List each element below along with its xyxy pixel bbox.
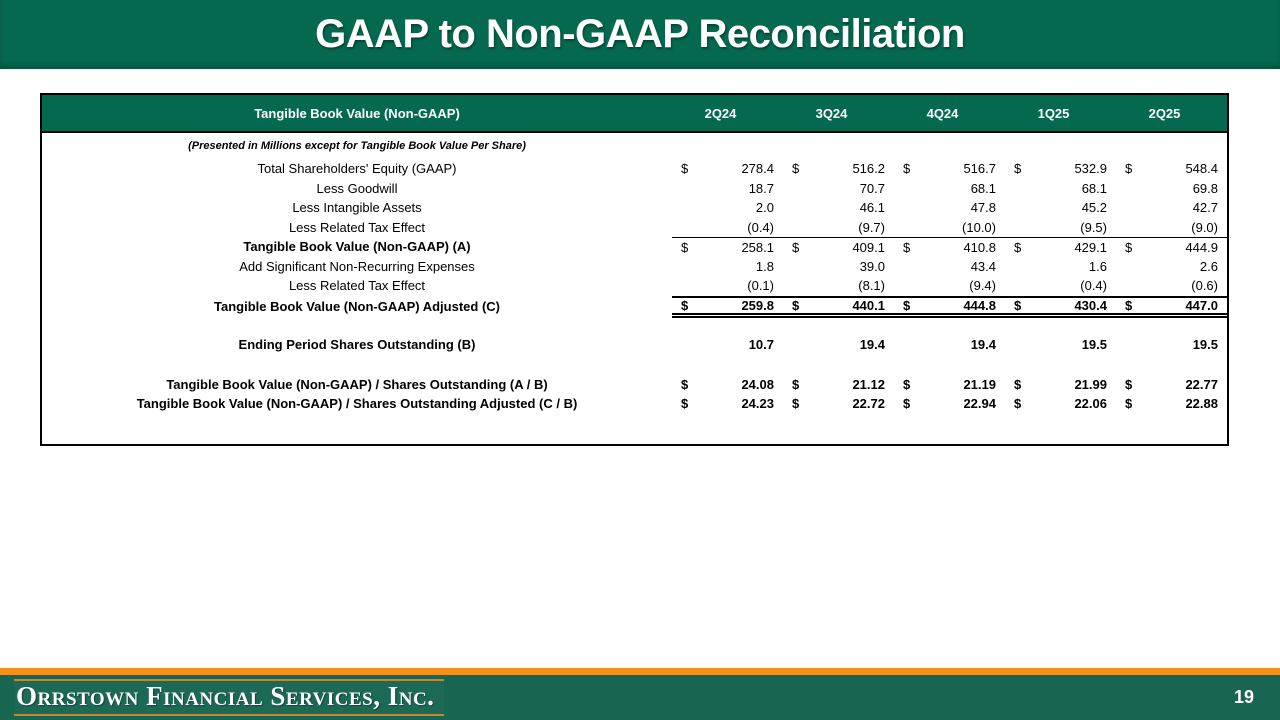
currency-symbol: $ [681,376,689,392]
currency-symbol: $ [1014,376,1022,392]
table-note: (Presented in Millions except for Tangible Book Value Per Share) [188,140,526,152]
currency-symbol: $ [894,296,922,318]
currency-symbol: $ [783,237,811,257]
currency-symbol: $ [1005,296,1033,318]
currency-symbol [783,179,811,199]
table-row [42,179,1227,199]
spacer-row [42,355,1227,375]
cell-value: 47.8 [970,200,996,216]
cell-value: 45.2 [1081,200,1107,216]
title-bar [0,0,1280,69]
cell-value: 409.1 [811,237,894,257]
cell-value: 10.7 [748,337,774,353]
cell-value: 430.4 [1033,296,1116,318]
cell-value: (10.0) [962,219,996,235]
cell-value: 440.1 [811,296,894,318]
cell-value: 444.9 [1144,237,1227,257]
row-label: Add Significant Non-Recurring Expenses [239,258,475,274]
currency-symbol: $ [1005,237,1033,257]
cell-value: (9.5) [1080,219,1107,235]
currency-symbol [672,257,700,277]
cell-value: 24.08 [741,376,774,392]
currency-symbol [1116,335,1144,355]
currency-symbol: $ [792,161,800,177]
currency-symbol [783,276,811,296]
table-row [42,198,1227,218]
currency-symbol [1005,179,1033,199]
currency-symbol [1116,218,1144,238]
slide-footer [0,668,1280,720]
company-logo: Orrstown Financial Services, Inc. [14,679,444,716]
currency-symbol [783,257,811,277]
cell-value: 258.1 [700,237,783,257]
currency-symbol: $ [672,296,700,318]
cell-value: 22.06 [1074,396,1107,412]
currency-symbol [672,179,700,199]
row-label: Tangible Book Value (Non-GAAP) (A) [243,239,471,255]
row-label: Tangible Book Value (Non-GAAP) / Shares Outstanding (A / B) [166,376,548,392]
table-row [42,394,1227,414]
cell-value: 22.94 [963,396,996,412]
currency-symbol: $ [1125,396,1133,412]
currency-symbol: $ [681,396,689,412]
currency-symbol: $ [1014,396,1022,412]
cell-value: 2.0 [755,200,774,216]
cell-value: 22.72 [852,396,885,412]
table-row [42,218,1227,238]
cell-value: 42.7 [1192,200,1218,216]
cell-value: (0.4) [1080,278,1107,294]
cell-value: 46.1 [859,200,885,216]
currency-symbol: $ [1125,161,1133,177]
table-row [42,375,1227,395]
cell-value: 532.9 [1074,161,1107,177]
cell-value: 516.7 [963,161,996,177]
currency-symbol: $ [903,376,911,392]
cell-value: (0.1) [747,278,774,294]
currency-symbol: $ [903,396,911,412]
currency-symbol [1116,179,1144,199]
cell-value: 447.0 [1144,296,1227,318]
currency-symbol: $ [672,237,700,257]
cell-value: (9.7) [858,219,885,235]
row-label: Less Goodwill [316,180,398,196]
row-label: Tangible Book Value (Non-GAAP) / Shares Outstanding Adjusted (C / B) [136,396,578,412]
cell-value: 21.12 [852,376,885,392]
row-label: Tangible Book Value (Non-GAAP) Adjusted (C) [214,299,500,314]
slide-title: GAAP to Non-GAAP Reconciliation [315,12,965,56]
column-header-1q25: 1Q25 [1037,105,1070,121]
currency-symbol [783,218,811,238]
reconciliation-table [40,93,1229,446]
currency-symbol [894,179,922,199]
cell-value: 69.8 [1192,180,1218,196]
currency-symbol [672,276,700,296]
table-note-row [42,133,1227,159]
cell-value: 1.6 [1088,258,1107,274]
cell-value: 516.2 [852,161,885,177]
cell-value: 22.88 [1185,396,1218,412]
currency-symbol: $ [792,396,800,412]
table-row [42,276,1227,296]
cell-value: (0.4) [747,219,774,235]
currency-symbol [783,198,811,218]
table-row [42,257,1227,277]
cell-value: 259.8 [700,296,783,318]
column-header-2q24: 2Q24 [704,105,737,121]
currency-symbol: $ [783,296,811,318]
currency-symbol [894,335,922,355]
cell-value: 22.77 [1185,376,1218,392]
cell-value: 410.8 [922,237,1005,257]
cell-value: 2.6 [1199,258,1218,274]
cell-value: (8.1) [858,278,885,294]
column-header-3q24: 3Q24 [815,105,848,121]
accent-stripe [0,668,1280,675]
table-row [42,296,1227,316]
table-row [42,237,1227,257]
table-row [42,335,1227,355]
row-label: Less Intangible Assets [292,200,422,216]
cell-value: 43.4 [970,258,996,274]
table-header-row [42,95,1227,133]
column-header-4q24: 4Q24 [926,105,959,121]
currency-symbol [1116,198,1144,218]
cell-value: (0.6) [1191,278,1218,294]
cell-value: 68.1 [1081,180,1107,196]
currency-symbol [672,198,700,218]
currency-symbol [894,257,922,277]
cell-value: 278.4 [741,161,774,177]
currency-symbol [894,218,922,238]
cell-value: 39.0 [859,258,885,274]
row-label: Less Related Tax Effect [288,219,426,235]
page-number: 19 [1233,687,1254,707]
currency-symbol [894,198,922,218]
currency-symbol [1005,257,1033,277]
currency-symbol: $ [1125,376,1133,392]
currency-symbol: $ [681,161,689,177]
cell-value: 21.99 [1074,376,1107,392]
cell-value: 68.1 [970,180,996,196]
table-header-label: Tangible Book Value (Non-GAAP) [254,105,460,121]
cell-value: 19.5 [1081,337,1107,353]
currency-symbol: $ [1116,296,1144,318]
cell-value: 18.7 [748,180,774,196]
cell-value: (9.4) [969,278,996,294]
cell-value: 19.4 [970,337,996,353]
currency-symbol [672,335,700,355]
currency-symbol: $ [894,237,922,257]
cell-value: 21.19 [963,376,996,392]
currency-symbol [1005,218,1033,238]
cell-value: 19.4 [859,337,885,353]
row-label: Ending Period Shares Outstanding (B) [238,337,476,353]
cell-value: 444.8 [922,296,1005,318]
table-row [42,159,1227,179]
row-label: Total Shareholders' Equity (GAAP) [257,161,457,177]
cell-value: 70.7 [859,180,885,196]
cell-value: 1.8 [755,258,774,274]
currency-symbol: $ [1116,237,1144,257]
cell-value: 19.5 [1192,337,1218,353]
currency-symbol: $ [1014,161,1022,177]
currency-symbol: $ [792,376,800,392]
currency-symbol [783,335,811,355]
currency-symbol: $ [903,161,911,177]
currency-symbol [1005,276,1033,296]
currency-symbol [672,218,700,238]
currency-symbol [1005,198,1033,218]
currency-symbol [1116,257,1144,277]
currency-symbol [1116,276,1144,296]
cell-value: 548.4 [1185,161,1218,177]
row-label: Less Related Tax Effect [288,278,426,294]
cell-value: 24.23 [741,396,774,412]
spacer-row [42,315,1227,335]
footer-bar [0,675,1280,720]
currency-symbol [894,276,922,296]
cell-value: (9.0) [1191,219,1218,235]
column-header-2q25: 2Q25 [1148,105,1181,121]
currency-symbol [1005,335,1033,355]
cell-value: 429.1 [1033,237,1116,257]
table-body [42,133,1227,414]
